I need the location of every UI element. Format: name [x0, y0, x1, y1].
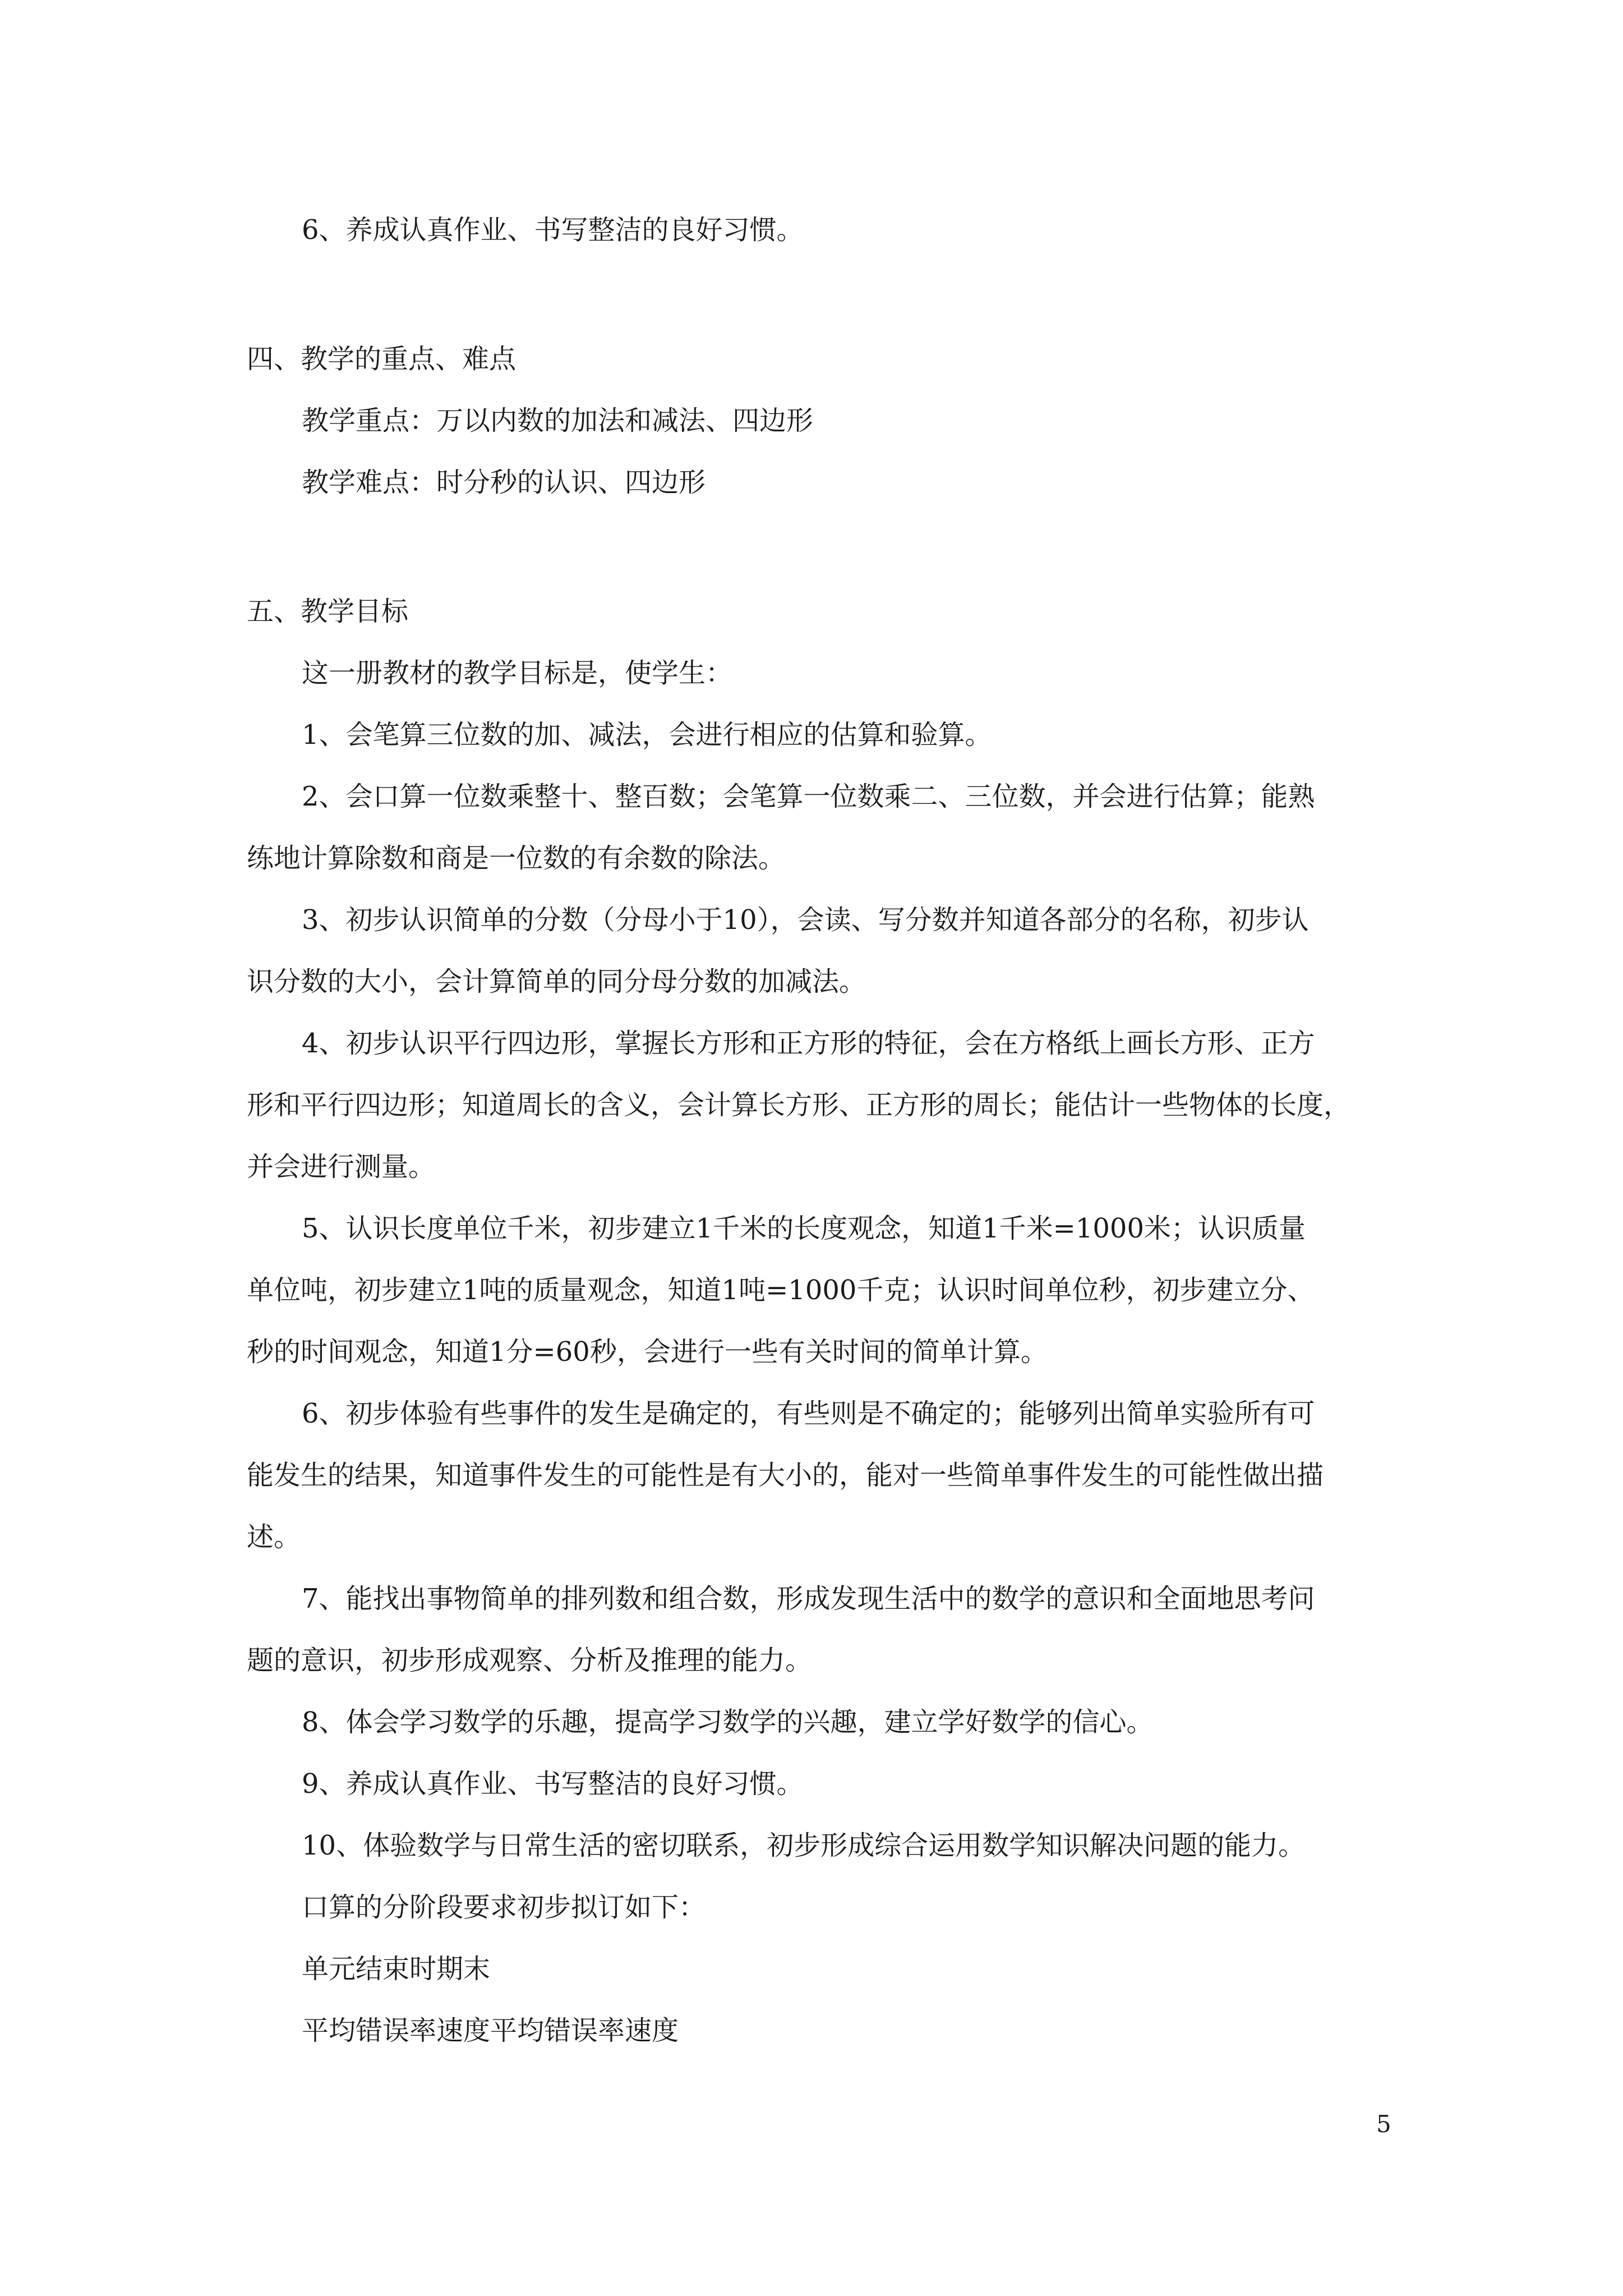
page-number: 5 — [1376, 2110, 1391, 2138]
objective-6-line-3: 述。 — [247, 1521, 301, 1553]
oral-calc-intro: 口算的分阶段要求初步拟订如下： — [302, 1892, 706, 1923]
objective-4-line-2: 形和平行四边形；知道周长的含义，会计算长方形、正方形的周长；能估计一些物体的长度， — [247, 1089, 1351, 1121]
objective-3-line-1: 3、初步认识简单的分数（分母小于10），会读、写分数并知道各部分的名称，初步认 — [302, 904, 1309, 936]
table-header-1: 单元结束时期末 — [302, 1953, 491, 1985]
key-points: 教学重点：万以内数的加法和减法、四边形 — [302, 405, 814, 436]
objective-7-line-1: 7、能找出事物简单的排列数和组合数，形成发现生活中的数学的意识和全面地思考问 — [302, 1583, 1315, 1614]
objective-10-line-1: 10、体验数学与日常生活的密切联系，初步形成综合运用数学知识解决问题的能力。 — [302, 1830, 1306, 1861]
intro-item: 6、养成认真作业、书写整洁的良好习惯。 — [302, 214, 804, 246]
objective-1-line-1: 1、会笔算三位数的加、减法，会进行相应的估算和验算。 — [302, 719, 992, 751]
objective-6-line-2: 能发生的结果，知道事件发生的可能性是有大小的，能对一些简单事件发生的可能性做出描 — [247, 1460, 1324, 1491]
objective-7-line-2: 题的意识，初步形成观察、分析及推理的能力。 — [247, 1645, 813, 1676]
section-5-title: 五、教学目标 — [247, 596, 409, 627]
objective-3-line-2: 识分数的大小，会计算简单的同分母分数的加减法。 — [247, 966, 866, 997]
section-5-intro: 这一册教材的教学目标是，使学生： — [302, 657, 733, 689]
objective-5-line-2: 单位吨，初步建立1吨的质量观念，知道1吨=1000千克；认识时间单位秒，初步建立分、 — [247, 1274, 1315, 1306]
objective-6-line-1: 6、初步体验有些事件的发生是确定的，有些则是不确定的；能够列出简单实验所有可 — [302, 1398, 1315, 1429]
difficult-points: 教学难点：时分秒的认识、四边形 — [302, 467, 706, 498]
objective-2-line-1: 2、会口算一位数乘整十、整百数；会笔算一位数乘二、三位数，并会进行估算；能熟 — [302, 781, 1315, 812]
objective-4-line-3: 并会进行测量。 — [247, 1151, 436, 1182]
objective-5-line-1: 5、认识长度单位千米，初步建立1千米的长度观念，知道1千米=1000米；认识质量 — [302, 1213, 1306, 1244]
section-4-title: 四、教学的重点、难点 — [247, 343, 517, 375]
table-header-2: 平均错误率速度平均错误率速度 — [302, 2015, 679, 2046]
objective-2-line-2: 练地计算除数和商是一位数的有余数的除法。 — [247, 843, 786, 874]
objective-4-line-1: 4、初步认识平行四边形，掌握长方形和正方形的特征，会在方格纸上画长方形、正方 — [302, 1028, 1315, 1059]
objective-9-line-1: 9、养成认真作业、书写整洁的良好习惯。 — [302, 1768, 804, 1800]
objective-5-line-3: 秒的时间观念，知道1分=60秒，会进行一些有关时间的简单计算。 — [247, 1336, 1048, 1368]
objective-8-line-1: 8、体会学习数学的乐趣，提高学习数学的兴趣，建立学好数学的信心。 — [302, 1706, 1154, 1738]
